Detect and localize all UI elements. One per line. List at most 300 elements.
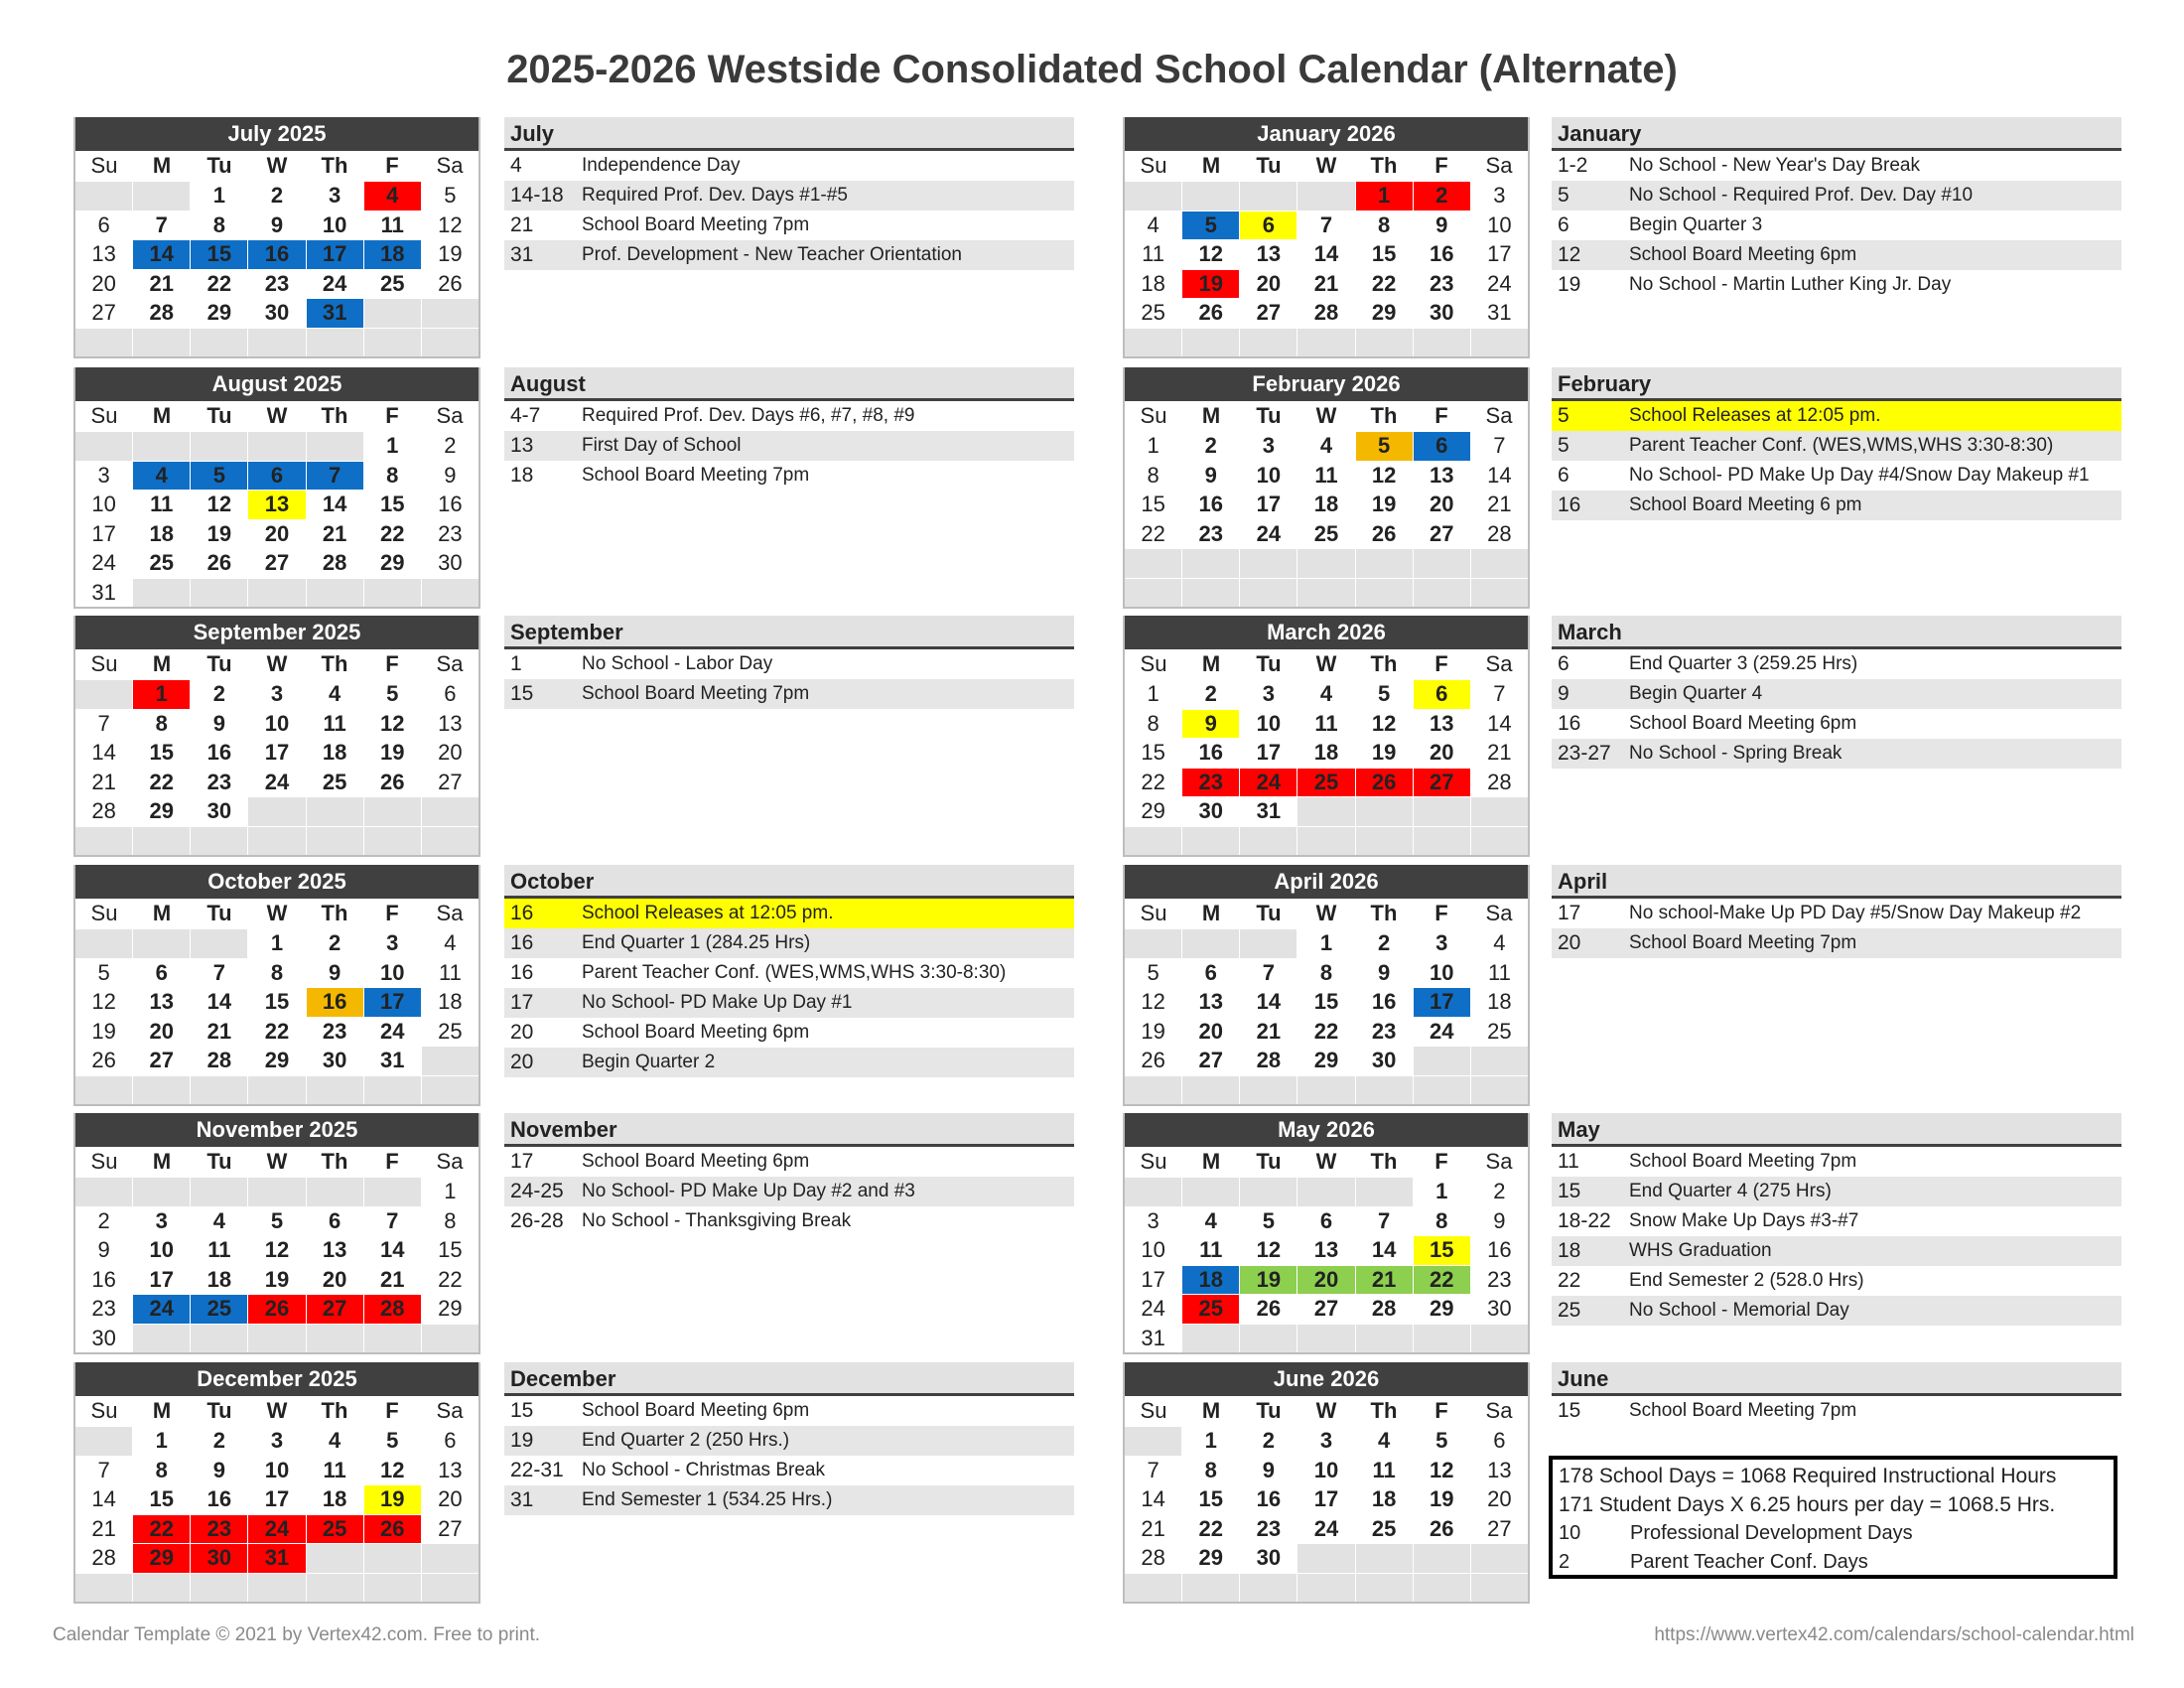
event-description: No School- PD Make Up Day #1 (582, 992, 853, 1013)
day-cell: 13 (421, 1456, 478, 1485)
empty-day-cell (1355, 1573, 1413, 1603)
day-cell: 23 (306, 1017, 363, 1047)
month-events (504, 616, 1074, 709)
day-cell: 29 (1355, 298, 1413, 328)
day-cell: 5 (1239, 1206, 1297, 1236)
day-cell: 3 (1239, 679, 1297, 709)
summary-line-2: 171 Student Days X 6.25 hours per day = 1068.5 Hrs. (1559, 1493, 2056, 1516)
day-cell: 2 (1239, 1426, 1297, 1456)
week-row (75, 768, 478, 797)
month-title: April 2026 (1125, 865, 1528, 899)
day-cell: 3 (1297, 1426, 1354, 1456)
day-cell: 28 (1125, 1543, 1181, 1573)
week-row (1125, 298, 1528, 328)
day-cell: 12 (1181, 239, 1239, 269)
empty-day-cell (1297, 548, 1354, 578)
event-date: 11 (1558, 1150, 1579, 1173)
day-cell: 31 (247, 1543, 305, 1573)
day-cell: 13 (306, 1235, 363, 1265)
day-cell: 24 (1239, 519, 1297, 549)
day-cell: 11 (306, 709, 363, 739)
empty-day-cell (1413, 578, 1470, 608)
event-date: 5 (1558, 434, 1570, 457)
day-cell: 22 (132, 1514, 190, 1544)
summary-item-label: Professional Development Days (1630, 1522, 1913, 1544)
event-row (504, 1018, 1074, 1048)
day-cell: 20 (421, 738, 478, 768)
weekday-label: M (152, 153, 172, 178)
event-date: 17 (510, 1150, 534, 1173)
day-cell: 1 (1355, 181, 1413, 211)
empty-day-cell (1297, 826, 1354, 856)
event-date: 31 (510, 1488, 534, 1511)
week-row (1125, 328, 1528, 357)
day-cell: 11 (1125, 239, 1181, 269)
events-heading: August (504, 367, 1074, 401)
day-cell: 12 (190, 490, 247, 519)
empty-day-cell (247, 578, 305, 608)
week-row (75, 1046, 478, 1075)
event-description: End Quarter 3 (259.25 Hrs) (1629, 653, 1858, 674)
day-cell: 17 (306, 239, 363, 269)
weekday-label: W (266, 901, 288, 925)
weekday-label: Su (90, 1398, 118, 1423)
empty-day-cell (1181, 826, 1239, 856)
empty-day-cell (421, 1046, 478, 1075)
day-cell: 20 (75, 269, 132, 299)
event-date: 23-27 (1558, 742, 1611, 765)
weekday-header (75, 899, 478, 928)
event-description: No School - New Year's Day Break (1629, 155, 1920, 176)
day-cell: 6 (1413, 431, 1470, 461)
weekday-label: W (266, 153, 288, 178)
event-date: 22-31 (510, 1459, 564, 1481)
day-cell: 17 (247, 738, 305, 768)
day-cell: 10 (75, 490, 132, 519)
event-date: 4 (510, 154, 522, 177)
day-cell: 8 (363, 461, 421, 491)
week-row (75, 1543, 478, 1573)
week-row (75, 519, 478, 549)
empty-day-cell (363, 328, 421, 357)
week-row (75, 328, 478, 357)
event-date: 13 (510, 434, 534, 457)
day-cell: 19 (1355, 738, 1413, 768)
week-row (1125, 1324, 1528, 1353)
week-row (1125, 1456, 1528, 1485)
empty-day-cell (1355, 328, 1413, 357)
day-cell: 25 (306, 768, 363, 797)
event-description: School Board Meeting 7pm (1629, 932, 1857, 953)
day-cell: 9 (1355, 958, 1413, 988)
day-cell: 9 (247, 211, 305, 240)
day-cell: 23 (1181, 519, 1239, 549)
week-row (75, 1177, 478, 1206)
day-cell: 28 (1470, 768, 1528, 797)
day-cell: 10 (1470, 211, 1528, 240)
day-cell: 12 (363, 709, 421, 739)
month-calendar (1123, 1362, 1530, 1604)
empty-day-cell (1297, 1573, 1354, 1603)
weekday-label: W (1315, 1149, 1337, 1174)
day-cell: 4 (190, 1206, 247, 1236)
week-row (75, 1514, 478, 1544)
day-cell: 12 (1355, 461, 1413, 491)
day-cell: 6 (1297, 1206, 1354, 1236)
weekday-label: F (385, 1398, 399, 1423)
empty-day-cell (190, 1573, 247, 1603)
week-row (1125, 431, 1528, 461)
day-cell: 9 (1181, 461, 1239, 491)
day-cell: 26 (247, 1294, 305, 1324)
empty-day-cell (190, 826, 247, 856)
empty-day-cell (132, 826, 190, 856)
day-cell: 11 (132, 490, 190, 519)
week-row (1125, 1426, 1528, 1456)
empty-day-cell (421, 298, 478, 328)
event-description: School Board Meeting 7pm (1629, 1151, 1857, 1172)
week-row (1125, 1177, 1528, 1206)
week-row (75, 796, 478, 826)
day-cell: 20 (247, 519, 305, 549)
empty-day-cell (190, 578, 247, 608)
day-cell: 19 (1181, 269, 1239, 299)
day-cell: 5 (1355, 431, 1413, 461)
day-cell: 17 (132, 1265, 190, 1295)
empty-day-cell (132, 1324, 190, 1353)
event-date: 9 (1558, 682, 1570, 705)
week-row (75, 709, 478, 739)
day-cell: 5 (1125, 958, 1181, 988)
day-cell: 15 (421, 1235, 478, 1265)
day-cell: 7 (1470, 679, 1528, 709)
week-row (1125, 1573, 1528, 1603)
day-cell: 14 (190, 987, 247, 1017)
weekday-header (75, 1396, 478, 1426)
day-cell: 14 (1125, 1484, 1181, 1514)
event-row (504, 1426, 1074, 1456)
day-cell: 5 (247, 1206, 305, 1236)
day-cell: 19 (1355, 490, 1413, 519)
weekday-label: Tu (1256, 1398, 1282, 1423)
empty-day-cell (75, 431, 132, 461)
weekday-label: Th (1370, 651, 1398, 676)
day-cell: 27 (75, 298, 132, 328)
day-cell: 28 (75, 1543, 132, 1573)
day-cell: 3 (306, 181, 363, 211)
event-date: 16 (510, 902, 534, 924)
day-cell: 22 (1181, 1514, 1239, 1544)
empty-day-cell (421, 826, 478, 856)
weekday-label: Th (1370, 153, 1398, 178)
day-cell: 3 (363, 928, 421, 958)
week-row (75, 181, 478, 211)
day-cell: 18 (1470, 987, 1528, 1017)
empty-day-cell (75, 1426, 132, 1456)
weekday-header (75, 649, 478, 679)
day-cell: 6 (421, 679, 478, 709)
month-title: March 2026 (1125, 616, 1528, 649)
event-row (1552, 928, 2121, 958)
day-cell: 12 (247, 1235, 305, 1265)
day-cell: 28 (1470, 519, 1528, 549)
day-cell: 15 (1413, 1235, 1470, 1265)
week-row (75, 239, 478, 269)
day-cell: 15 (1297, 987, 1354, 1017)
events-heading: July (504, 117, 1074, 151)
month-title: October 2025 (75, 865, 478, 899)
week-row (75, 1075, 478, 1105)
empty-day-cell (1297, 1177, 1354, 1206)
summary-item-count: 10 (1559, 1522, 1581, 1544)
day-cell: 23 (190, 768, 247, 797)
day-cell: 9 (1413, 211, 1470, 240)
empty-day-cell (1413, 1573, 1470, 1603)
weekday-label: Th (321, 901, 348, 925)
event-date: 20 (510, 1021, 534, 1044)
weekday-label: Th (321, 403, 348, 428)
empty-day-cell (1239, 1573, 1297, 1603)
day-cell: 22 (132, 768, 190, 797)
day-cell: 4 (1181, 1206, 1239, 1236)
empty-day-cell (363, 826, 421, 856)
empty-day-cell (190, 1075, 247, 1105)
day-cell: 3 (1470, 181, 1528, 211)
day-cell: 30 (421, 548, 478, 578)
day-cell: 2 (1355, 928, 1413, 958)
day-cell: 15 (132, 738, 190, 768)
event-row (1552, 649, 2121, 679)
event-description: School Board Meeting 7pm (582, 214, 810, 235)
weekday-label: M (1201, 153, 1221, 178)
day-cell: 22 (421, 1265, 478, 1295)
empty-day-cell (1470, 826, 1528, 856)
empty-day-cell (1297, 796, 1354, 826)
day-cell: 17 (1239, 490, 1297, 519)
day-cell: 27 (421, 1514, 478, 1544)
day-cell: 20 (1413, 490, 1470, 519)
week-row (1125, 1265, 1528, 1295)
day-cell: 17 (363, 987, 421, 1017)
weekday-label: Sa (1485, 1149, 1513, 1174)
day-cell: 30 (1413, 298, 1470, 328)
empty-day-cell (306, 826, 363, 856)
event-description: School Releases at 12:05 pm. (1629, 405, 1881, 426)
empty-day-cell (421, 796, 478, 826)
empty-day-cell (1125, 1426, 1181, 1456)
day-cell: 20 (1470, 1484, 1528, 1514)
event-date: 4-7 (510, 404, 541, 427)
event-date: 17 (1558, 902, 1581, 924)
empty-day-cell (1297, 1324, 1354, 1353)
week-row (1125, 269, 1528, 299)
event-date: 20 (1558, 931, 1581, 954)
day-cell: 4 (1470, 928, 1528, 958)
day-cell: 24 (247, 1514, 305, 1544)
day-cell: 15 (1125, 490, 1181, 519)
empty-day-cell (1413, 1543, 1470, 1573)
week-row (75, 1426, 478, 1456)
event-row (1552, 1396, 2121, 1426)
event-row (1552, 240, 2121, 270)
empty-day-cell (306, 431, 363, 461)
empty-day-cell (363, 1324, 421, 1353)
event-row (1552, 679, 2121, 709)
day-cell: 15 (190, 239, 247, 269)
day-cell: 30 (1470, 1294, 1528, 1324)
week-row (75, 1324, 478, 1353)
day-cell: 19 (363, 1484, 421, 1514)
weekday-label: W (1315, 403, 1337, 428)
event-row (504, 958, 1074, 988)
month-calendar (73, 1113, 480, 1354)
month-calendar (73, 865, 480, 1106)
day-cell: 30 (1239, 1543, 1297, 1573)
week-row (1125, 796, 1528, 826)
day-cell: 21 (1125, 1514, 1181, 1544)
day-cell: 24 (247, 768, 305, 797)
day-cell: 21 (306, 519, 363, 549)
day-cell: 25 (1181, 1294, 1239, 1324)
month-title: December 2025 (75, 1362, 478, 1396)
event-date: 1 (510, 652, 522, 675)
day-cell: 10 (132, 1235, 190, 1265)
day-cell: 13 (1297, 1235, 1354, 1265)
day-cell: 8 (421, 1206, 478, 1236)
empty-day-cell (247, 796, 305, 826)
week-row (1125, 958, 1528, 988)
day-cell: 19 (190, 519, 247, 549)
weekday-label: Tu (206, 1149, 232, 1174)
day-cell: 5 (363, 1426, 421, 1456)
event-description: No School - Christmas Break (582, 1460, 825, 1480)
summary-item-label: Parent Teacher Conf. Days (1630, 1551, 1868, 1573)
empty-day-cell (1355, 578, 1413, 608)
event-date: 25 (1558, 1299, 1581, 1322)
day-cell: 27 (1239, 298, 1297, 328)
summary-item (1559, 1548, 2108, 1577)
weekday-label: Tu (206, 651, 232, 676)
week-row (75, 1206, 478, 1236)
empty-day-cell (1470, 1573, 1528, 1603)
day-cell: 18 (306, 1484, 363, 1514)
week-row (75, 269, 478, 299)
day-cell: 5 (1181, 211, 1239, 240)
day-cell: 29 (132, 1543, 190, 1573)
day-cell: 24 (1413, 1017, 1470, 1047)
empty-day-cell (247, 1573, 305, 1603)
event-row (504, 151, 1074, 181)
day-cell: 8 (247, 958, 305, 988)
day-cell: 17 (1125, 1265, 1181, 1295)
day-cell: 31 (1125, 1324, 1181, 1353)
week-row (1125, 519, 1528, 549)
empty-day-cell (306, 1543, 363, 1573)
day-cell: 2 (1181, 679, 1239, 709)
day-cell: 19 (421, 239, 478, 269)
day-cell: 10 (1125, 1235, 1181, 1265)
day-cell: 10 (1239, 461, 1297, 491)
day-cell: 18 (1181, 1265, 1239, 1295)
day-cell: 24 (363, 1017, 421, 1047)
day-cell: 23 (190, 1514, 247, 1544)
day-cell: 10 (247, 709, 305, 739)
day-cell: 26 (1355, 768, 1413, 797)
month-calendar (73, 117, 480, 358)
empty-day-cell (421, 328, 478, 357)
weekday-label: Su (90, 1149, 118, 1174)
day-cell: 28 (132, 298, 190, 328)
day-cell: 21 (363, 1265, 421, 1295)
event-date: 5 (1558, 404, 1570, 427)
day-cell: 4 (306, 1426, 363, 1456)
day-cell: 21 (1470, 490, 1528, 519)
day-cell: 20 (1297, 1265, 1354, 1295)
day-cell: 11 (190, 1235, 247, 1265)
weekday-label: Su (1140, 153, 1167, 178)
day-cell: 6 (306, 1206, 363, 1236)
events-heading: March (1552, 616, 2121, 649)
weekday-header (1125, 1147, 1528, 1177)
event-date: 20 (510, 1051, 534, 1073)
empty-day-cell (1470, 1543, 1528, 1573)
weekday-label: W (266, 1398, 288, 1423)
empty-day-cell (1413, 1075, 1470, 1105)
weekday-header (1125, 1396, 1528, 1426)
day-cell: 29 (1125, 796, 1181, 826)
weekday-label: Su (90, 651, 118, 676)
empty-day-cell (132, 181, 190, 211)
day-cell: 23 (1239, 1514, 1297, 1544)
event-description: School Releases at 12:05 pm. (582, 903, 834, 923)
weekday-label: F (385, 403, 399, 428)
empty-day-cell (1470, 1046, 1528, 1075)
empty-day-cell (1413, 548, 1470, 578)
empty-day-cell (1181, 548, 1239, 578)
day-cell: 4 (1125, 211, 1181, 240)
month-events (1552, 117, 2121, 300)
empty-day-cell (1181, 1177, 1239, 1206)
day-cell: 25 (190, 1294, 247, 1324)
empty-day-cell (421, 1573, 478, 1603)
weekday-label: W (1315, 651, 1337, 676)
day-cell: 8 (132, 709, 190, 739)
empty-day-cell (306, 796, 363, 826)
empty-day-cell (1181, 181, 1239, 211)
weekday-label: Th (321, 1398, 348, 1423)
day-cell: 4 (363, 181, 421, 211)
month-title: August 2025 (75, 367, 478, 401)
weekday-label: W (266, 651, 288, 676)
empty-day-cell (75, 328, 132, 357)
day-cell: 23 (75, 1294, 132, 1324)
weekday-label: M (1201, 901, 1221, 925)
day-cell: 14 (1355, 1235, 1413, 1265)
week-row (1125, 1294, 1528, 1324)
day-cell: 16 (306, 987, 363, 1017)
weekday-label: Th (1370, 1149, 1398, 1174)
event-description: Parent Teacher Conf. (WES,WMS,WHS 3:30-8:30) (1629, 435, 2054, 456)
day-cell: 1 (421, 1177, 478, 1206)
event-row (504, 679, 1074, 709)
empty-day-cell (1297, 328, 1354, 357)
weekday-label: Tu (1256, 403, 1282, 428)
footer-url[interactable]: https://www.vertex42.com/calendars/school-calendar.html (1654, 1624, 2134, 1645)
day-cell: 16 (247, 239, 305, 269)
day-cell: 25 (132, 548, 190, 578)
event-row (1552, 461, 2121, 491)
event-row (1552, 181, 2121, 211)
